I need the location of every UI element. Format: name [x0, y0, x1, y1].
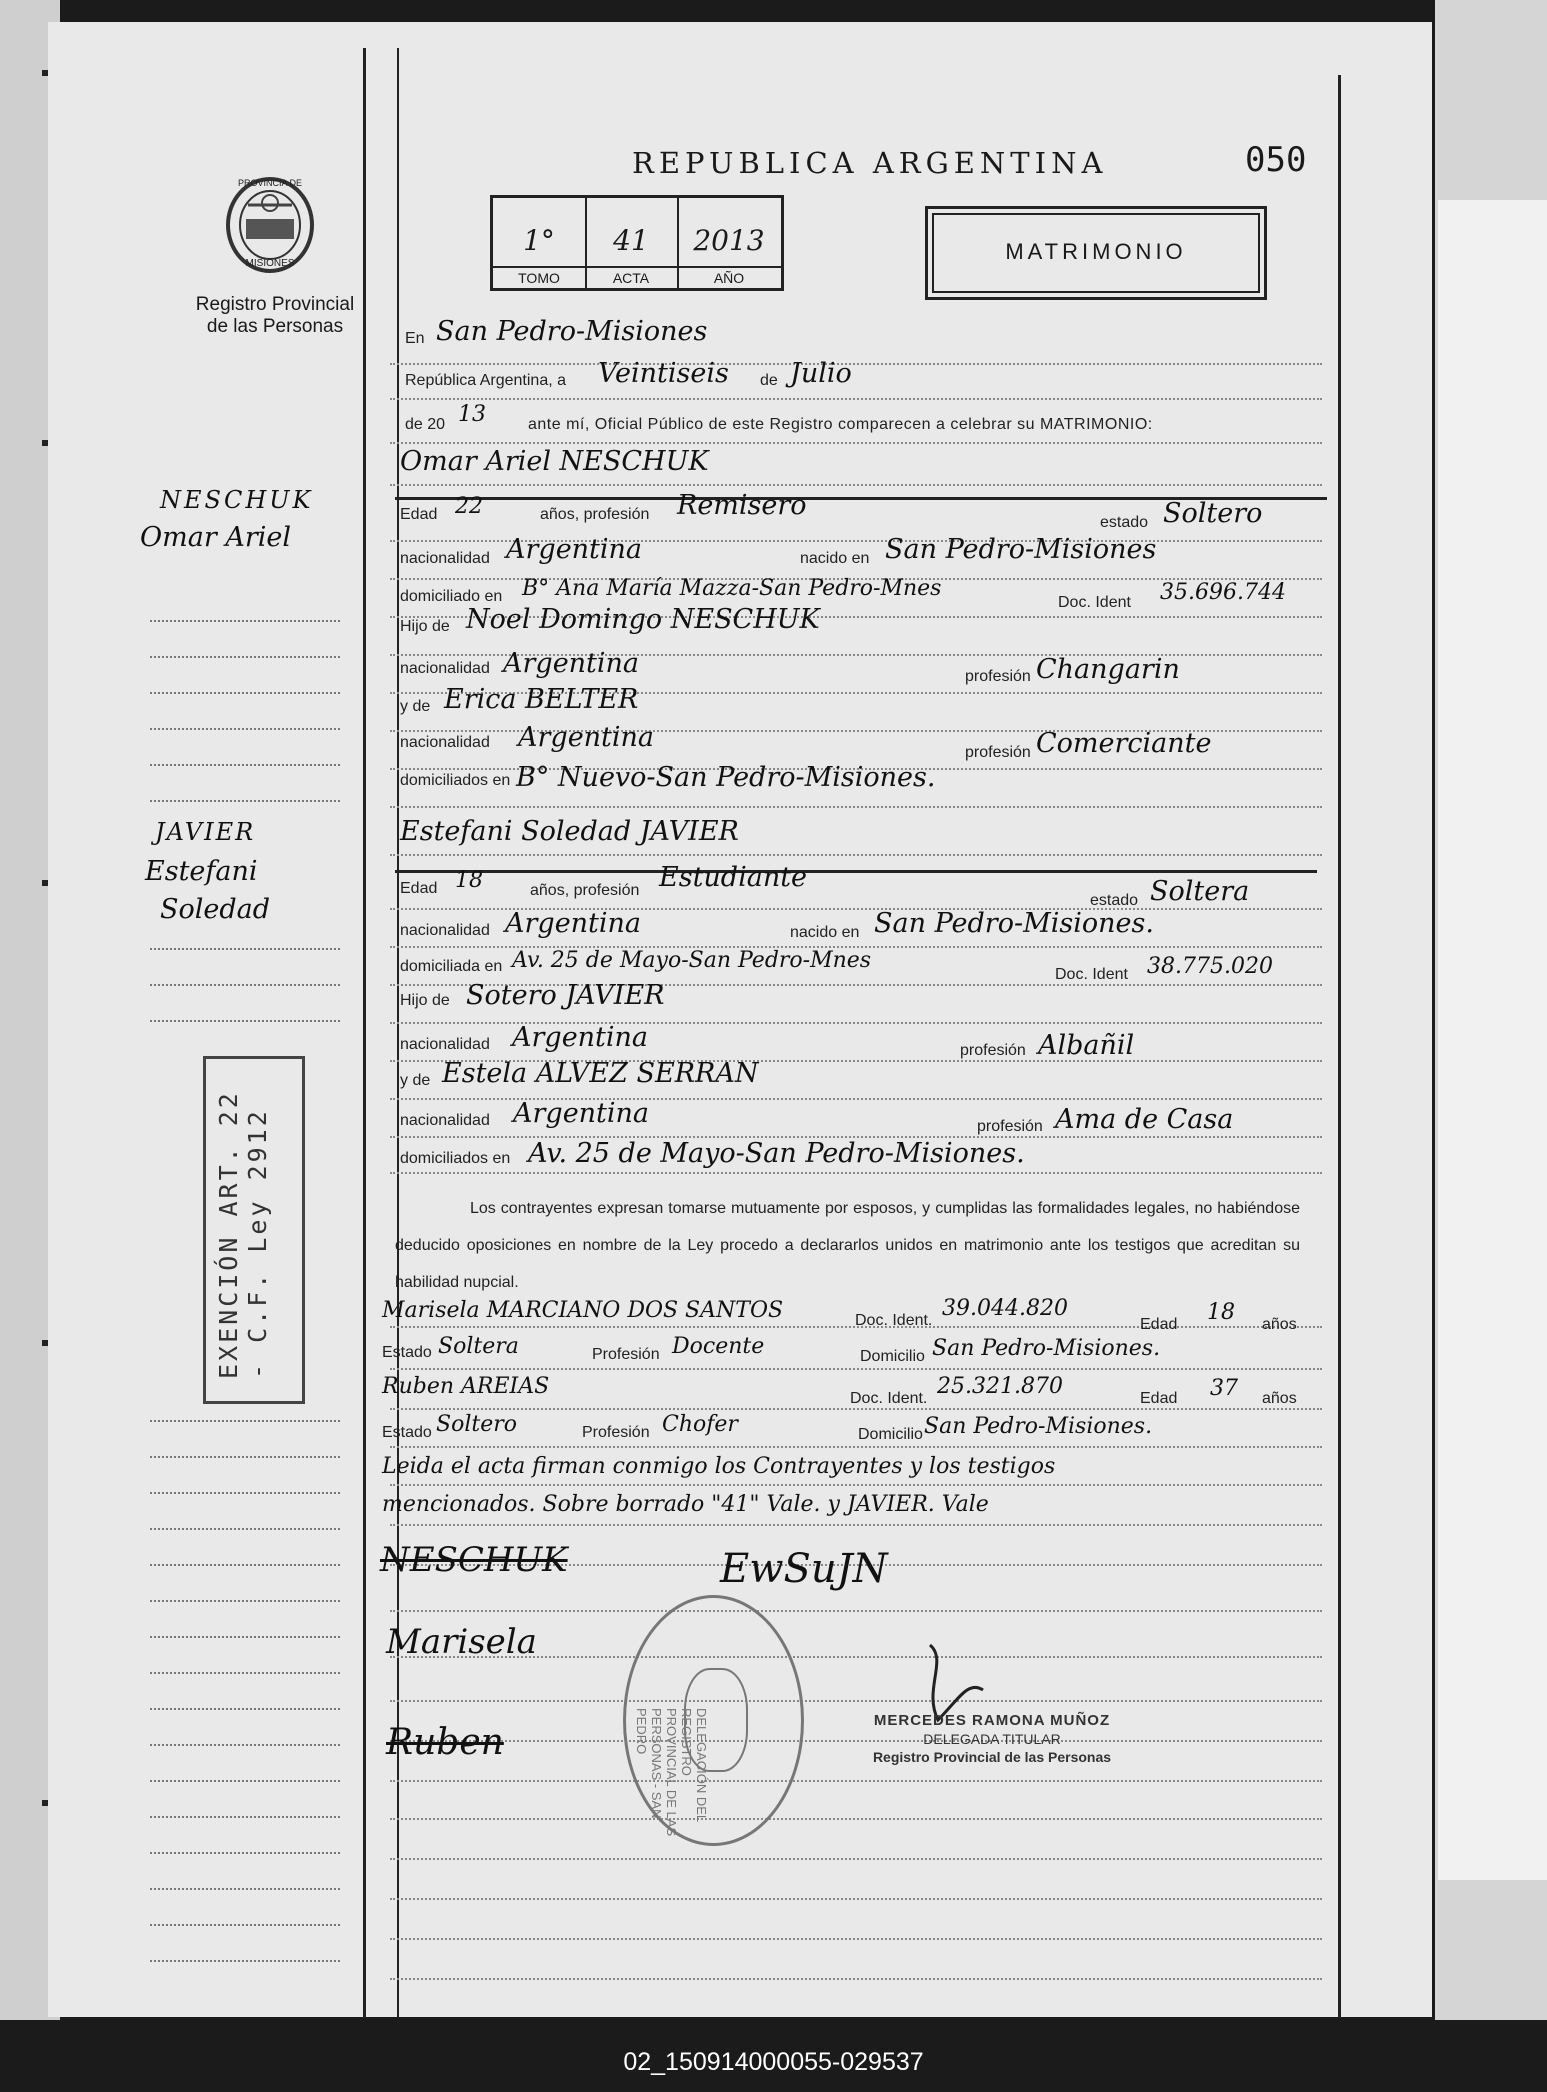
margin-rule [150, 1744, 340, 1746]
groom-doc: 35.696.744 [1160, 580, 1286, 605]
nacionalidad-label: nacionalidad [400, 550, 490, 567]
witness2-doc: 25.321.870 [937, 1374, 1063, 1399]
edad-label: Edad [400, 506, 438, 523]
margin-rule [150, 728, 340, 730]
margin-rule [150, 1888, 340, 1890]
bride-full-name: Estefani Soledad JAVIER [400, 816, 739, 847]
official-title: DELEGADA TITULAR [923, 1731, 1061, 1747]
witness2-signature: Ruben [386, 1722, 504, 1763]
margin-groom-given: Omar Ariel [140, 522, 291, 553]
registry-line: de las Personas [206, 316, 344, 337]
witness1-address: San Pedro-Misiones. [932, 1336, 1161, 1361]
margin-rule [150, 1020, 340, 1022]
closing-line: Leida el acta firman conmigo los Contrayentes y los testigos [382, 1454, 1056, 1479]
hijo-label: Hijo de [400, 618, 450, 635]
margin-groom-surname: NESCHUK [160, 486, 314, 514]
ceremony-place: San Pedro-Misiones [436, 316, 708, 347]
hijo-label: Hijo de [400, 992, 450, 1009]
ceremony-day: Veintiseis [598, 358, 729, 389]
bride-father: Sotero JAVIER [466, 980, 665, 1011]
groom-birthplace: San Pedro-Misiones [885, 534, 1157, 565]
domiciliada-label: domiciliada en [400, 958, 503, 975]
document-type: MATRIMONIO [1005, 239, 1187, 264]
groom-age: 22 [455, 494, 483, 519]
section-divider [395, 870, 1317, 873]
witness2-address: San Pedro-Misiones. [924, 1414, 1153, 1439]
margin-rule [150, 764, 340, 766]
witness1-estado: Soltera [438, 1334, 519, 1359]
domicilio-label: Domicilio [860, 1348, 925, 1365]
page-number: 050 [1245, 140, 1307, 180]
registry-line: Registro Provincial [195, 294, 355, 315]
form-rule [390, 398, 1322, 400]
official-stamp [862, 1712, 1122, 1766]
next-page-edge [1438, 200, 1547, 1880]
registry-name [175, 294, 375, 338]
year-label: de 20 [405, 416, 446, 433]
margin-rule [150, 692, 340, 694]
form-rule [390, 1484, 1322, 1486]
form-rule [390, 1898, 1322, 1900]
bride-age: 18 [455, 868, 483, 893]
bride-doc: 38.775.020 [1147, 954, 1273, 979]
witness1-profession: Docente [672, 1334, 765, 1359]
nacionalidad-label: nacionalidad [400, 734, 490, 751]
form-rule [390, 1700, 1322, 1702]
document-type-box [925, 206, 1267, 300]
form-rule [390, 363, 1322, 365]
edad-label: Edad [1140, 1390, 1178, 1407]
en-label: En [405, 330, 425, 347]
margin-rule [150, 1528, 340, 1530]
anos-label: años [1262, 1390, 1297, 1407]
tomo-cell [493, 198, 587, 288]
profesion-label: profesión [965, 668, 1031, 685]
official-office: Registro Provincial de las Personas [872, 1749, 1112, 1765]
form-rule [390, 1740, 1322, 1742]
witness1-signature: Marisela [386, 1622, 537, 1662]
nacionalidad-label: nacionalidad [400, 1036, 490, 1053]
anos-label: años [1262, 1316, 1297, 1333]
groom-parents-address: B° Nuevo-San Pedro-Misiones. [516, 762, 936, 793]
official-name: MERCEDES RAMONA MUÑOZ [873, 1712, 1111, 1729]
form-rule [390, 1368, 1322, 1370]
nacionalidad-label: nacionalidad [400, 922, 490, 939]
groom-profession: Remisero [677, 490, 807, 521]
ano-cell [677, 198, 781, 288]
margin-rule [150, 1780, 340, 1782]
tomo-acta-ano-table [490, 195, 784, 291]
margin-rule [150, 1636, 340, 1638]
domicilio-label: Domicilio [858, 1426, 923, 1443]
form-rule [390, 1818, 1322, 1820]
ano-label: AÑO [677, 266, 781, 286]
form-rule [390, 442, 1322, 444]
groom-father-profession: Changarin [1036, 654, 1180, 685]
bride-address: Av. 25 de Mayo-San Pedro-Mnes [512, 948, 872, 973]
tomo-value: 1° [523, 224, 555, 257]
y-de-label: y de [400, 1072, 431, 1089]
form-rule [390, 484, 1322, 486]
witness2-profession: Chofer [662, 1412, 738, 1437]
nacido-label: nacido en [800, 550, 870, 567]
witness2-estado: Soltero [436, 1412, 517, 1437]
margin-bride-surname: JAVIER [155, 818, 256, 846]
witness2-name: Ruben AREIAS [382, 1374, 550, 1399]
margin-rule [150, 1564, 340, 1566]
acta-cell [585, 198, 679, 288]
margin-rule [150, 1456, 340, 1458]
margin-rule [150, 1924, 340, 1926]
bride-mother-nationality: Argentina [513, 1098, 650, 1129]
exemption-stamp [203, 1056, 305, 1404]
bride-parents-address: Av. 25 de Mayo-San Pedro-Misiones. [528, 1138, 1025, 1169]
bride-father-profession: Albañil [1038, 1030, 1135, 1061]
margin-rule [150, 1492, 340, 1494]
profesion-label: profesión [965, 744, 1031, 761]
form-rule [390, 1610, 1322, 1612]
margin-rule [150, 1708, 340, 1710]
form-rule [390, 1172, 1322, 1174]
groom-full-name: Omar Ariel NESCHUK [400, 446, 709, 477]
emblem-bottom-text: MISIONES [245, 258, 295, 269]
bride-nationality: Argentina [505, 908, 642, 939]
bride-mother-profession: Ama de Casa [1055, 1104, 1234, 1135]
profesion-label: profesión [960, 1042, 1026, 1059]
estado-label: Estado [382, 1424, 432, 1441]
witness2-age: 37 [1210, 1376, 1238, 1401]
margin-rule [150, 1672, 340, 1674]
profesion-label: profesión [977, 1118, 1043, 1135]
declaration-text: Los contrayentes expresan tomarse mutuamente por esposos, y cumplidas las formalidades legales, no habiéndose deducido oposiciones en nombre de la Ley procedo a declararlos unidos en matrimonio ante los testigos que acreditan su habilidad nupcial. [395, 1200, 1300, 1291]
tomo-label: TOMO [493, 266, 585, 286]
estado-label: estado [1090, 892, 1139, 909]
form-rule [390, 1408, 1322, 1410]
country-title: REPUBLICA ARGENTINA [632, 146, 1108, 180]
y-de-label: y de [400, 698, 431, 715]
form-rule [390, 1524, 1322, 1526]
groom-mother-nationality: Argentina [518, 722, 655, 753]
groom-address: B° Ana María Mazza-San Pedro-Mnes [522, 576, 942, 601]
groom-signature: NESCHUK [380, 1540, 568, 1580]
form-rule [390, 806, 1322, 808]
margin-rule [150, 1960, 340, 1962]
form-rule [390, 1938, 1322, 1940]
profesion-label: Profesión [592, 1346, 660, 1363]
form-right-border [1338, 75, 1341, 2018]
estado-label: Estado [382, 1344, 432, 1361]
ceremony-year: 13 [458, 402, 486, 427]
bride-mother: Estela ALVEZ SERRAN [442, 1058, 759, 1089]
margin-rule [150, 948, 340, 950]
anos-label: años, profesión [530, 882, 640, 899]
acta-label: ACTA [585, 266, 677, 286]
witness1-age: 18 [1207, 1300, 1235, 1325]
margin-rule [150, 1420, 340, 1422]
margin-rule [150, 1600, 340, 1602]
margin-rule [150, 656, 340, 658]
domiciliados-label: domiciliados en [400, 1150, 511, 1167]
ano-value: 2013 [693, 224, 765, 257]
witness1-doc: 39.044.820 [942, 1296, 1068, 1321]
margin-bride-given: Estefani [145, 856, 258, 887]
seal-text: DELEGACIÓN DEL REGISTRO PROVINCIAL DE LAS PERSONAS - SAN PEDRO [634, 1708, 709, 1837]
margin-divider [363, 48, 366, 2018]
form-rule [390, 1858, 1322, 1860]
estado-label: estado [1100, 514, 1149, 531]
exemption-stamp-text: EXENCIÓN ART. 22 - C.F. Ley 2912 [214, 1090, 272, 1379]
doc-label: Doc. Ident [1055, 966, 1128, 983]
bride-birthplace: San Pedro-Misiones. [874, 908, 1154, 939]
groom-father-nationality: Argentina [503, 648, 640, 679]
margin-rule [150, 984, 340, 986]
margin-rule [150, 800, 340, 802]
nacionalidad-label: nacionalidad [400, 1112, 490, 1129]
acta-value: 41 [613, 224, 649, 257]
republica-label: República Argentina, a [405, 372, 566, 389]
form-rule [390, 854, 1322, 856]
anos-label: años, profesión [540, 506, 650, 523]
groom-estado: Soltero [1163, 498, 1263, 529]
bride-estado: Soltera [1150, 876, 1250, 907]
doc-label: Doc. Ident. [850, 1390, 928, 1407]
domiciliados-label: domiciliados en [400, 772, 511, 789]
doc-label: Doc. Ident. [855, 1312, 933, 1329]
margin-bride-given: Soledad [160, 894, 271, 925]
edad-label: Edad [400, 880, 438, 897]
de-label: de [760, 372, 778, 389]
bride-profession: Estudiante [659, 862, 808, 893]
image-id-caption: 02_150914000055-029537 [623, 2048, 924, 2076]
groom-mother: Erica BELTER [444, 684, 639, 715]
ceremony-month: Julio [790, 358, 852, 389]
groom-father: Noel Domingo NESCHUK [466, 604, 820, 635]
bride-signature: EwSuJN [720, 1546, 888, 1592]
edad-label: Edad [1140, 1316, 1178, 1333]
profesion-label: Profesión [582, 1424, 650, 1441]
witness1-name: Marisela MARCIANO DOS SANTOS [382, 1298, 784, 1323]
form-rule [390, 1780, 1322, 1782]
ante-text: ante mí, Oficial Público de este Registro comparecen a celebrar su MATRIMONIO: [528, 416, 1153, 433]
margin-rule [150, 1852, 340, 1854]
doc-label: Doc. Ident [1058, 594, 1131, 611]
closing-line: mencionados. Sobre borrado "41" Vale. y JAVIER. Vale [382, 1492, 989, 1517]
margin-rule [150, 1816, 340, 1818]
margin-rule [150, 620, 340, 622]
form-rule [390, 1446, 1322, 1448]
emblem-top-text: PROVINCIA DE [237, 178, 302, 188]
registry-seal [623, 1595, 804, 1846]
groom-nationality: Argentina [506, 534, 643, 565]
nacido-label: nacido en [790, 924, 860, 941]
form-rule [390, 1978, 1322, 1980]
nacionalidad-label: nacionalidad [400, 660, 490, 677]
bride-father-nationality: Argentina [512, 1022, 649, 1053]
groom-mother-profession: Comerciante [1036, 728, 1212, 759]
domiciliado-label: domiciliado en [400, 588, 503, 605]
